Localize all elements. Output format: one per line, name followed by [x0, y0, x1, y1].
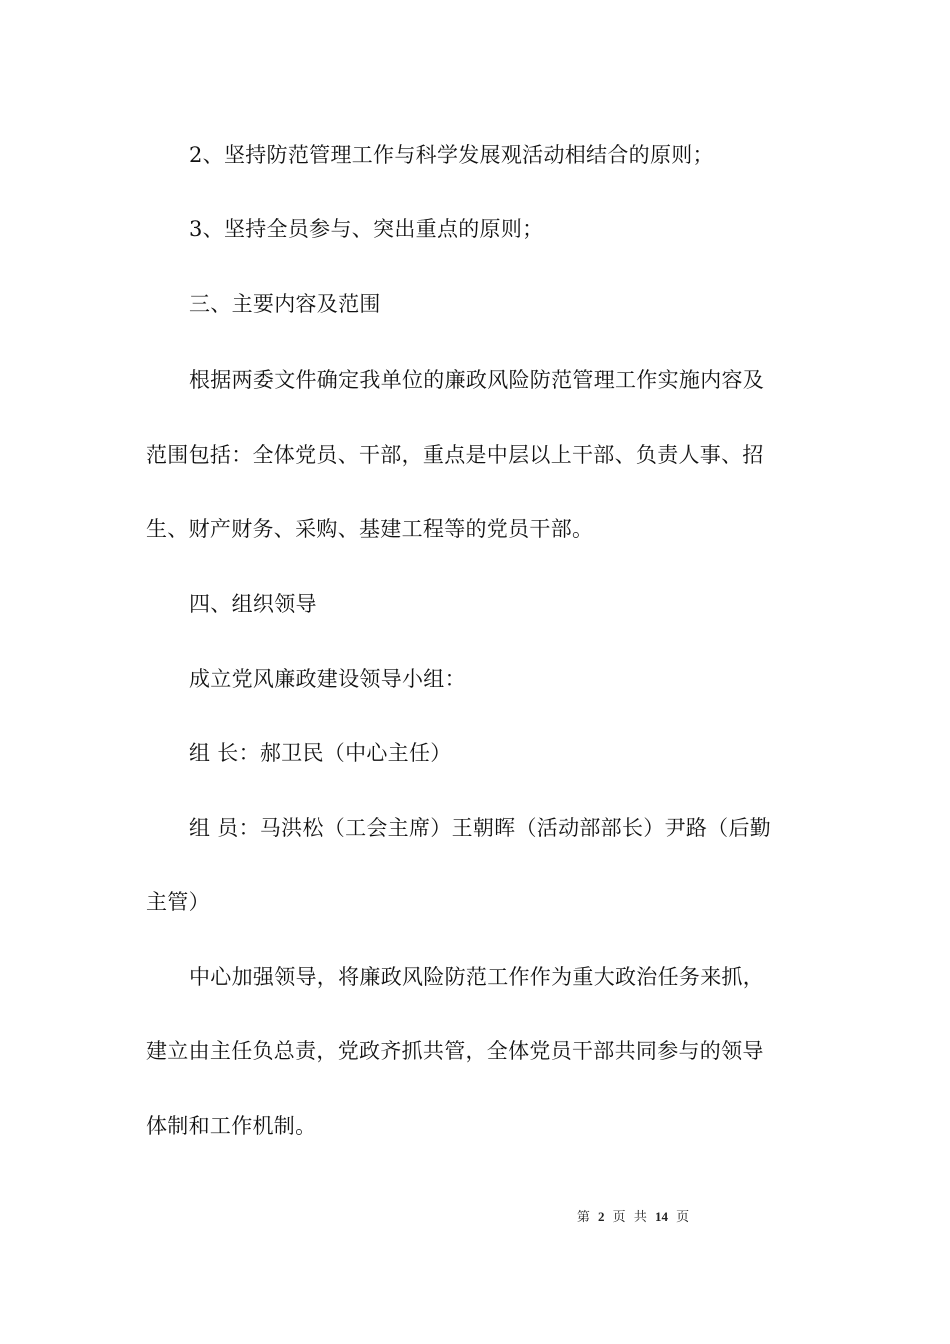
footer-page-number: 2 — [598, 1209, 605, 1224]
group-established-line: 成立党风廉政建设领导小组： — [189, 667, 466, 691]
section-4-heading: 四、组织领导 — [189, 592, 317, 616]
footer-suffix: 页 — [676, 1210, 690, 1225]
group-members-line-1: 组 员：马洪松（工会主席）王朝晖（活动部部长）尹路（后勤 — [189, 816, 772, 840]
scope-paragraph-line-2: 范围包括：全体党员、干部，重点是中层以上干部、负责人事、招 — [146, 443, 764, 467]
scope-paragraph-line-1: 根据两委文件确定我单位的廉政风险防范管理工作实施内容及 — [189, 368, 765, 392]
principle-3-line: 3、坚持全员参与、突出重点的原则； — [189, 217, 544, 241]
group-members-line-2: 主管） — [146, 890, 210, 914]
section-3-heading: 三、主要内容及范围 — [189, 292, 381, 316]
footer-total-pages: 14 — [654, 1209, 668, 1224]
group-leader-line: 组 长：郝卫民（中心主任） — [189, 741, 452, 765]
footer-prefix: 第 — [576, 1210, 590, 1225]
footer-page-label: 页 — [612, 1210, 626, 1225]
scope-paragraph-line-3: 生、财产财务、采购、基建工程等的党员干部。 — [146, 517, 594, 541]
page-footer — [0, 1208, 950, 1227]
leadership-paragraph-line-1: 中心加强领导，将廉政风险防范工作作为重大政治任务来抓， — [189, 965, 765, 989]
leadership-paragraph-line-3: 体制和工作机制。 — [146, 1114, 317, 1138]
footer-total-label: 共 — [633, 1210, 647, 1225]
leadership-paragraph-line-2: 建立由主任负总责，党政齐抓共管，全体党员干部共同参与的领导 — [146, 1039, 764, 1063]
principle-2-line: 2、坚持防范管理工作与科学发展观活动相结合的原则； — [189, 143, 714, 167]
